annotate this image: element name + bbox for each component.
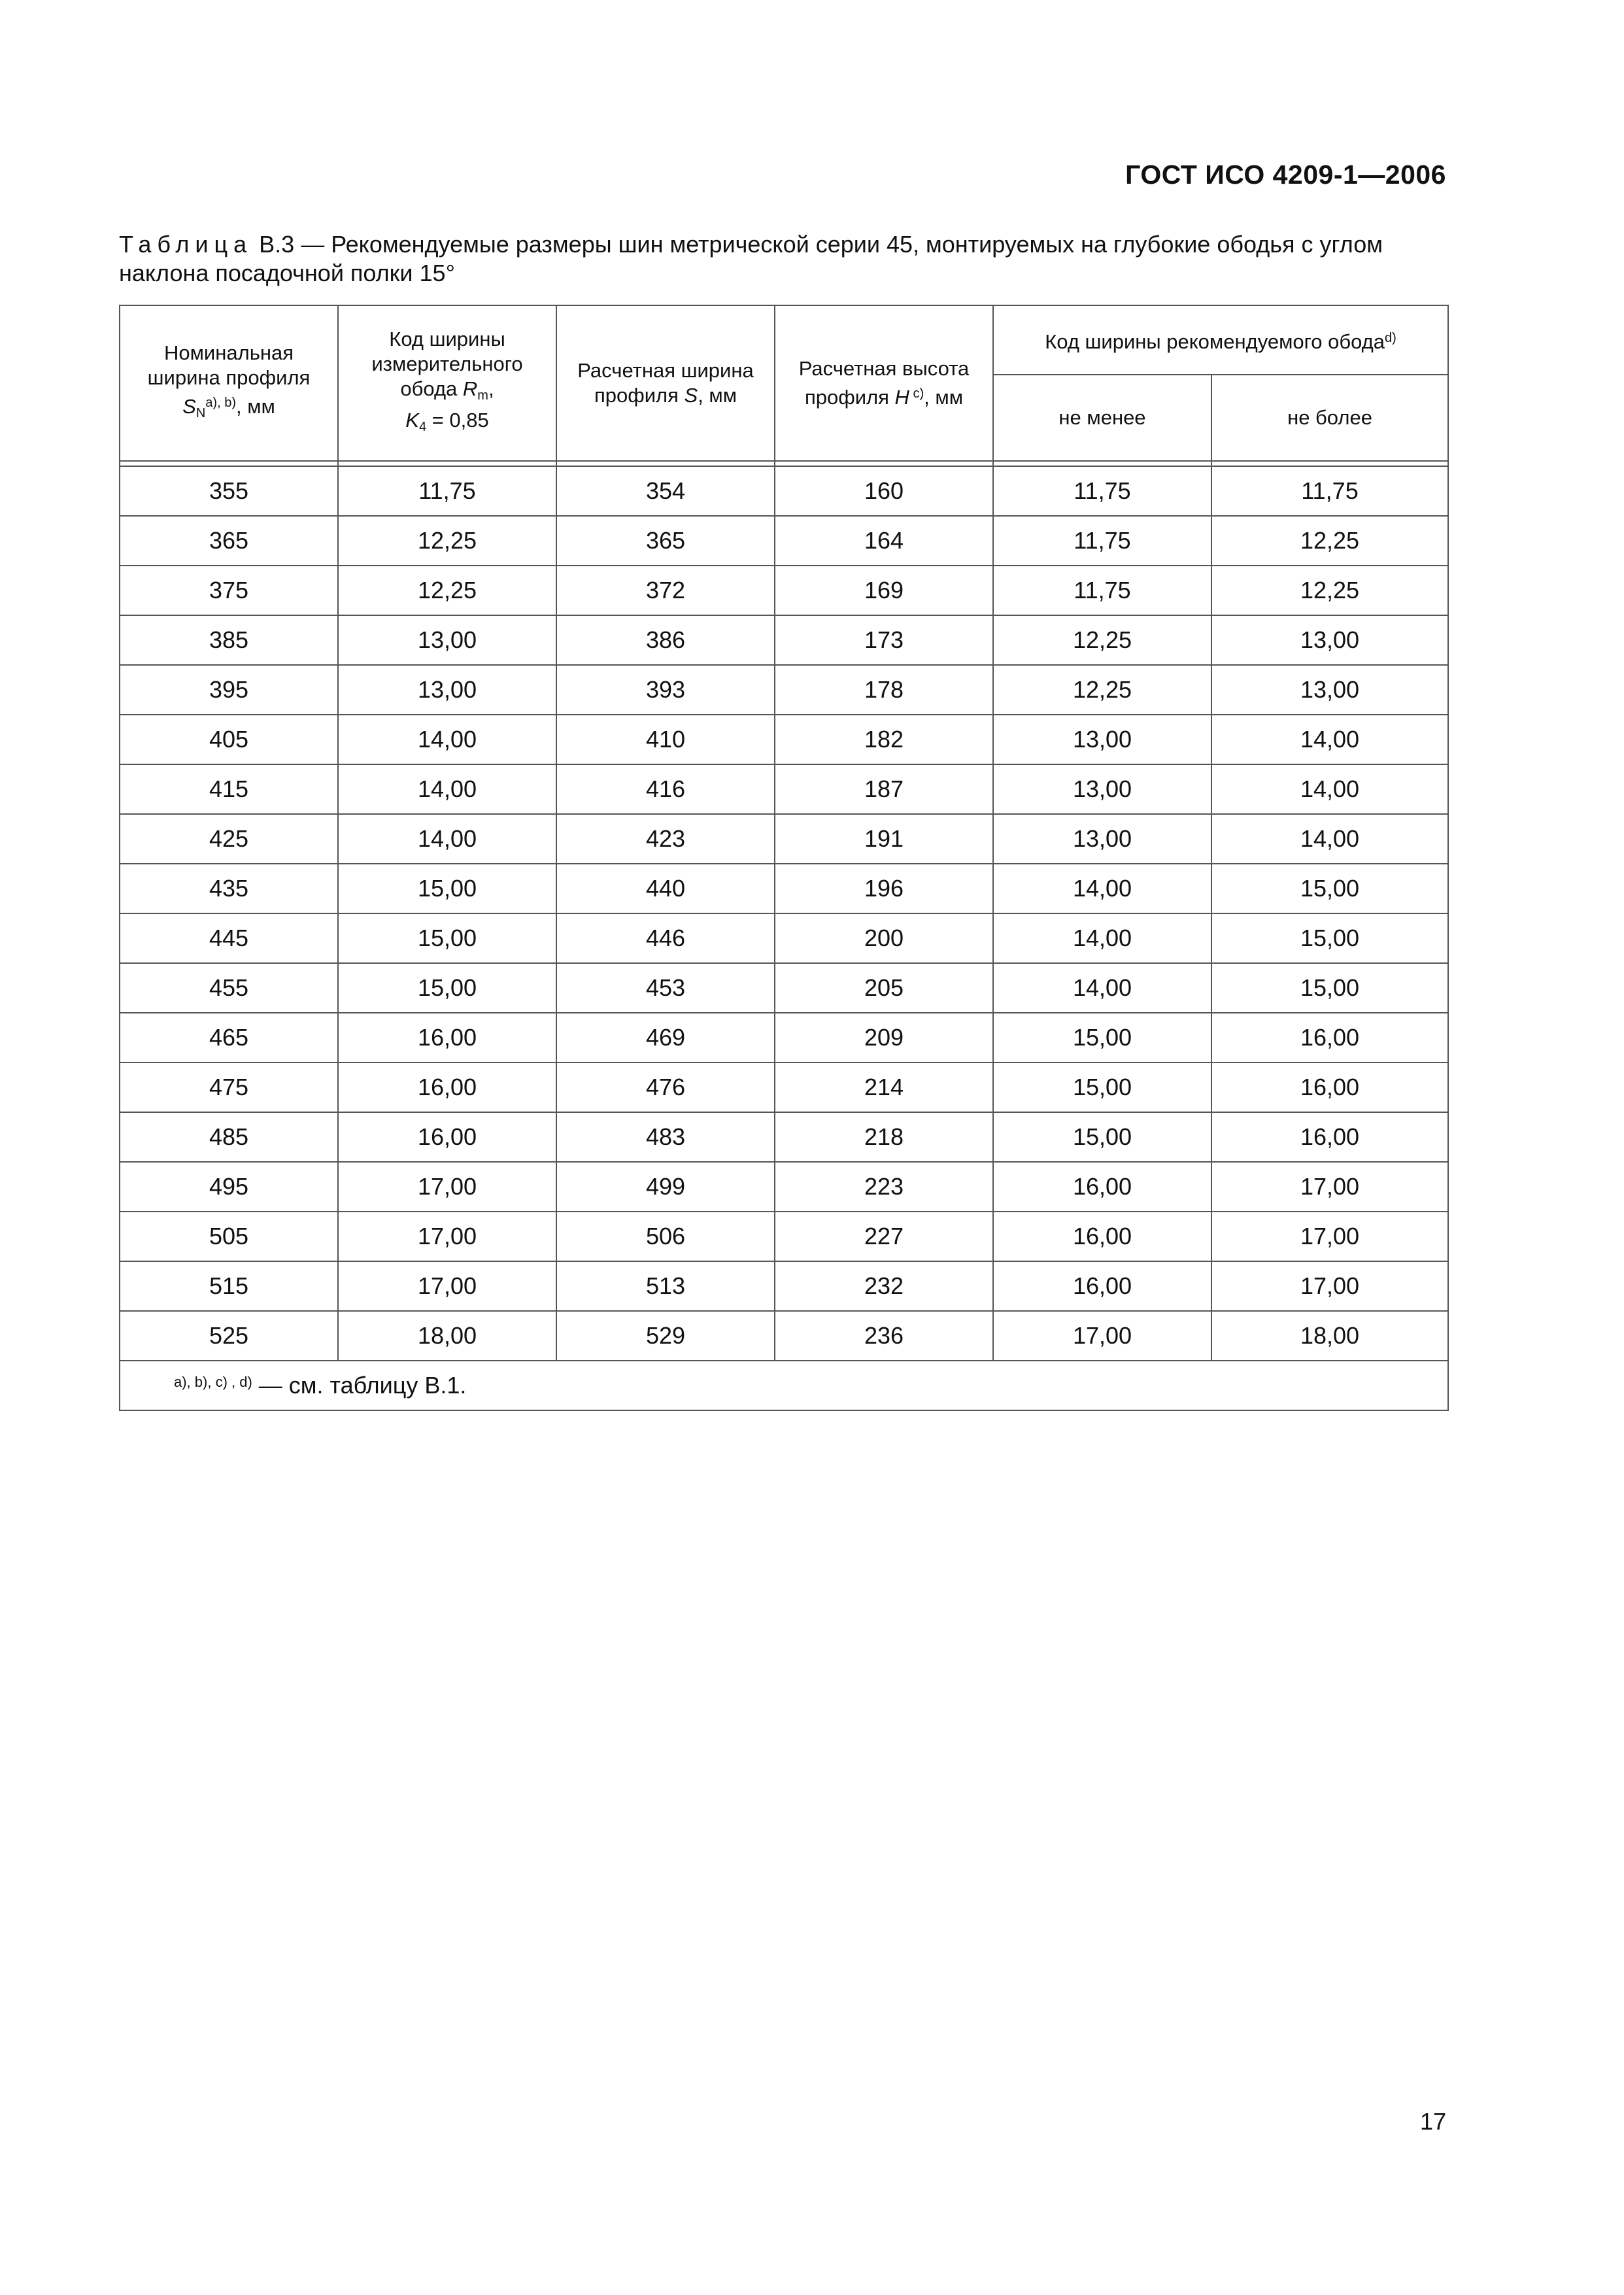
cell-measuring-rim-code: 17,00 [338, 1212, 556, 1261]
cell-rim-code-min: 16,00 [993, 1212, 1211, 1261]
table-row [120, 1261, 1448, 1311]
cell-design-width: 386 [556, 615, 775, 665]
cell-measuring-rim-code: 12,25 [338, 566, 556, 615]
cell-measuring-rim-code: 15,00 [338, 963, 556, 1013]
header-design-width: Расчетная ширина профиля S, мм [556, 305, 775, 461]
cell-rim-code-max: 17,00 [1211, 1162, 1448, 1212]
cell-measuring-rim-code: 14,00 [338, 715, 556, 764]
cell-rim-code-max: 11,75 [1211, 466, 1448, 516]
cell-rim-code-max: 15,00 [1211, 913, 1448, 963]
cell-nominal-width: 475 [120, 1062, 338, 1112]
cell-rim-code-max: 16,00 [1211, 1112, 1448, 1162]
cell-rim-code-max: 17,00 [1211, 1212, 1448, 1261]
table-row [120, 466, 1448, 516]
header-measuring-rim-code: Код ширины измерительного обода $R_m$, $K_4 = 0,85$ [338, 305, 556, 461]
cell-measuring-rim-code: 17,00 [338, 1261, 556, 1311]
caption-label: Таблица [119, 231, 253, 258]
cell-nominal-width: 505 [120, 1212, 338, 1261]
header-separator [120, 461, 1448, 466]
table-row [120, 1162, 1448, 1212]
cell-design-height: 187 [775, 764, 993, 814]
cell-design-width: 499 [556, 1162, 775, 1212]
cell-rim-code-max: 12,25 [1211, 516, 1448, 566]
cell-design-width: 446 [556, 913, 775, 963]
cell-rim-code-min: 14,00 [993, 864, 1211, 913]
cell-design-height: 169 [775, 566, 993, 615]
cell-design-width: 469 [556, 1013, 775, 1062]
header-min: не менее [993, 375, 1211, 461]
cell-design-height: 164 [775, 516, 993, 566]
cell-measuring-rim-code: 13,00 [338, 615, 556, 665]
table-body [120, 461, 1448, 1410]
cell-measuring-rim-code: 15,00 [338, 864, 556, 913]
cell-rim-code-max: 12,25 [1211, 566, 1448, 615]
cell-design-height: 214 [775, 1062, 993, 1112]
cell-rim-code-max: 15,00 [1211, 963, 1448, 1013]
tire-sizes-table [119, 305, 1449, 1411]
cell-rim-code-min: 12,25 [993, 665, 1211, 715]
cell-rim-code-min: 14,00 [993, 913, 1211, 963]
cell-measuring-rim-code: 12,25 [338, 516, 556, 566]
table-row [120, 615, 1448, 665]
table-row [120, 1212, 1448, 1261]
cell-nominal-width: 395 [120, 665, 338, 715]
table-row [120, 1311, 1448, 1361]
table-row [120, 764, 1448, 814]
cell-design-height: 178 [775, 665, 993, 715]
cell-rim-code-min: 15,00 [993, 1013, 1211, 1062]
cell-design-height: 227 [775, 1212, 993, 1261]
cell-design-height: 205 [775, 963, 993, 1013]
cell-nominal-width: 445 [120, 913, 338, 963]
table-row [120, 963, 1448, 1013]
cell-design-width: 513 [556, 1261, 775, 1311]
cell-rim-code-min: 16,00 [993, 1162, 1211, 1212]
cell-design-width: 423 [556, 814, 775, 864]
cell-nominal-width: 405 [120, 715, 338, 764]
cell-design-width: 506 [556, 1212, 775, 1261]
table-row [120, 566, 1448, 615]
header-design-height: Расчетная высота профиля H $^{c)}$, мм [775, 305, 993, 461]
cell-rim-code-max: 13,00 [1211, 615, 1448, 665]
cell-rim-code-min: 11,75 [993, 566, 1211, 615]
cell-nominal-width: 455 [120, 963, 338, 1013]
cell-design-width: 453 [556, 963, 775, 1013]
cell-design-height: 232 [775, 1261, 993, 1311]
cell-design-width: 393 [556, 665, 775, 715]
cell-measuring-rim-code: 11,75 [338, 466, 556, 516]
table-row [120, 1062, 1448, 1112]
cell-design-width: 416 [556, 764, 775, 814]
cell-design-height: 200 [775, 913, 993, 963]
cell-measuring-rim-code: 15,00 [338, 913, 556, 963]
document-header: ГОСТ ИСО 4209-1—2006 [1125, 160, 1446, 190]
cell-design-width: 483 [556, 1112, 775, 1162]
cell-design-height: 196 [775, 864, 993, 913]
cell-rim-code-max: 14,00 [1211, 715, 1448, 764]
cell-design-height: 182 [775, 715, 993, 764]
cell-rim-code-max: 15,00 [1211, 864, 1448, 913]
cell-design-width: 410 [556, 715, 775, 764]
cell-design-height: 223 [775, 1162, 993, 1212]
footnote-text: — см. таблицу В.1. [252, 1372, 467, 1399]
cell-nominal-width: 485 [120, 1112, 338, 1162]
cell-design-height: 209 [775, 1013, 993, 1062]
cell-nominal-width: 375 [120, 566, 338, 615]
cell-measuring-rim-code: 18,00 [338, 1311, 556, 1361]
cell-design-height: 191 [775, 814, 993, 864]
table-row [120, 1112, 1448, 1162]
table-row [120, 864, 1448, 913]
header-max: не более [1211, 375, 1448, 461]
header-nominal-width: Номинальная ширина профиля $S_N^{a), b)}$, мм [120, 305, 338, 461]
cell-nominal-width: 495 [120, 1162, 338, 1212]
cell-rim-code-min: 12,25 [993, 615, 1211, 665]
cell-rim-code-min: 14,00 [993, 963, 1211, 1013]
cell-rim-code-max: 18,00 [1211, 1311, 1448, 1361]
footnote-refs: a), b), c) , d) [174, 1374, 252, 1390]
cell-rim-code-min: 15,00 [993, 1112, 1211, 1162]
cell-nominal-width: 365 [120, 516, 338, 566]
cell-rim-code-max: 13,00 [1211, 665, 1448, 715]
header-recommended-rim-code: Код ширины рекомендуемого обода$^{d)}$ [993, 305, 1448, 375]
cell-rim-code-min: 16,00 [993, 1261, 1211, 1311]
caption-text: — Рекомендуемые размеры шин метрической серии 45, монтируемых на глубокие ободья с углом наклона посадочной полки 15° [119, 231, 1383, 286]
table-footnote-row [120, 1361, 1448, 1410]
page-number: 17 [1419, 2108, 1446, 2135]
table-row [120, 715, 1448, 764]
table-row [120, 516, 1448, 566]
table-row [120, 814, 1448, 864]
cell-rim-code-min: 13,00 [993, 764, 1211, 814]
cell-measuring-rim-code: 16,00 [338, 1112, 556, 1162]
cell-rim-code-min: 15,00 [993, 1062, 1211, 1112]
cell-rim-code-min: 13,00 [993, 814, 1211, 864]
cell-rim-code-min: 17,00 [993, 1311, 1211, 1361]
cell-nominal-width: 525 [120, 1311, 338, 1361]
cell-rim-code-min: 11,75 [993, 466, 1211, 516]
cell-measuring-rim-code: 17,00 [338, 1162, 556, 1212]
cell-design-height: 160 [775, 466, 993, 516]
cell-rim-code-min: 11,75 [993, 516, 1211, 566]
table-caption [119, 230, 1453, 288]
cell-rim-code-max: 16,00 [1211, 1013, 1448, 1062]
cell-nominal-width: 465 [120, 1013, 338, 1062]
cell-design-width: 529 [556, 1311, 775, 1361]
cell-design-height: 173 [775, 615, 993, 665]
cell-measuring-rim-code: 16,00 [338, 1013, 556, 1062]
cell-design-width: 365 [556, 516, 775, 566]
cell-rim-code-max: 14,00 [1211, 764, 1448, 814]
cell-measuring-rim-code: 14,00 [338, 814, 556, 864]
cell-measuring-rim-code: 16,00 [338, 1062, 556, 1112]
table-row [120, 913, 1448, 963]
cell-measuring-rim-code: 14,00 [338, 764, 556, 814]
cell-design-width: 354 [556, 466, 775, 516]
cell-rim-code-max: 16,00 [1211, 1062, 1448, 1112]
table-row [120, 665, 1448, 715]
cell-rim-code-max: 14,00 [1211, 814, 1448, 864]
cell-nominal-width: 385 [120, 615, 338, 665]
cell-measuring-rim-code: 13,00 [338, 665, 556, 715]
caption-number: В.3 [259, 231, 295, 258]
table-row [120, 1013, 1448, 1062]
cell-nominal-width: 415 [120, 764, 338, 814]
cell-rim-code-max: 17,00 [1211, 1261, 1448, 1311]
cell-design-width: 372 [556, 566, 775, 615]
cell-nominal-width: 515 [120, 1261, 338, 1311]
cell-design-height: 236 [775, 1311, 993, 1361]
cell-design-height: 218 [775, 1112, 993, 1162]
cell-rim-code-min: 13,00 [993, 715, 1211, 764]
cell-nominal-width: 425 [120, 814, 338, 864]
table-footnote [120, 1361, 1448, 1410]
cell-nominal-width: 355 [120, 466, 338, 516]
cell-design-width: 476 [556, 1062, 775, 1112]
cell-nominal-width: 435 [120, 864, 338, 913]
cell-design-width: 440 [556, 864, 775, 913]
